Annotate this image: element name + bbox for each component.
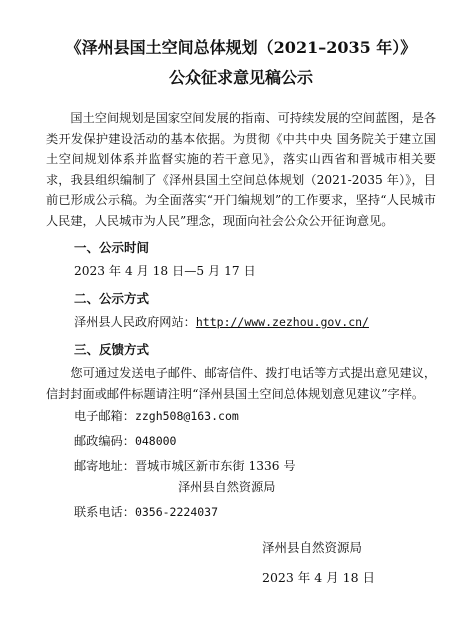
address-row <box>74 456 436 477</box>
address-label: 邮寄地址： <box>74 459 135 473</box>
email-address[interactable]: zzgh508@163.com <box>134 409 239 423</box>
publicity-method <box>74 312 436 333</box>
signature-date: 2023 年 4 月 18 日 <box>262 570 376 585</box>
phone-label: 联系电话： <box>74 505 135 519</box>
publicity-period: 2023 年 4 月 18 日—5 月 17 日 <box>74 264 256 278</box>
recipient-row: 泽州县自然资源局 <box>178 480 276 494</box>
signature-org: 泽州县自然资源局 <box>262 540 363 555</box>
address-value: 晋城市城区新市东街 1336 号 <box>134 459 296 473</box>
document-subtitle: 公众征求意见稿公示 <box>168 68 313 87</box>
phone-row <box>74 502 436 523</box>
feedback-paragraph: 您可通过发送电子邮件、邮寄信件、拨打电话等方式提出意见建议，信封封面或邮件标题请注明“泽州县国土空间总体规划意见建议”字样。 <box>46 366 437 401</box>
postcode-row <box>74 431 436 452</box>
email-row <box>74 406 436 427</box>
section-heading-time: 一、公示时间 <box>74 240 150 255</box>
postcode-label: 邮政编码： <box>74 434 135 448</box>
section-heading-feedback: 三、反馈方式 <box>74 342 150 357</box>
website-link[interactable]: http://www.zezhou.gov.cn/ <box>195 315 369 329</box>
document-title: 《泽州县国土空间总体规划（2021–2035 年）》 <box>65 38 417 57</box>
email-label: 电子邮箱： <box>74 409 135 423</box>
method-label: 泽州县人民政府网站： <box>74 315 196 329</box>
phone-value: 0356-2224037 <box>134 505 219 519</box>
postcode-value: 048000 <box>134 434 177 448</box>
section-heading-method: 二、公示方式 <box>74 291 150 306</box>
intro-paragraph: 国土空间规划是国家空间发展的指南、可持续发展的空间蓝图，是各类开发保护建设活动的基本依据。为贯彻《中共中央 国务院关于建立国土空间规划体系并监督实施的若干意见》，落实山西省和晋城市相关要求，我县组织编制了《泽州县国土空间总体规划（2021-2035 年）》，目前已形成公示稿。为全面落实“开门编规划”的工作要求，坚持“人民城市人民建，人民城市为人民”理念，现面向社会公众公开征询意见。 <box>46 111 437 228</box>
